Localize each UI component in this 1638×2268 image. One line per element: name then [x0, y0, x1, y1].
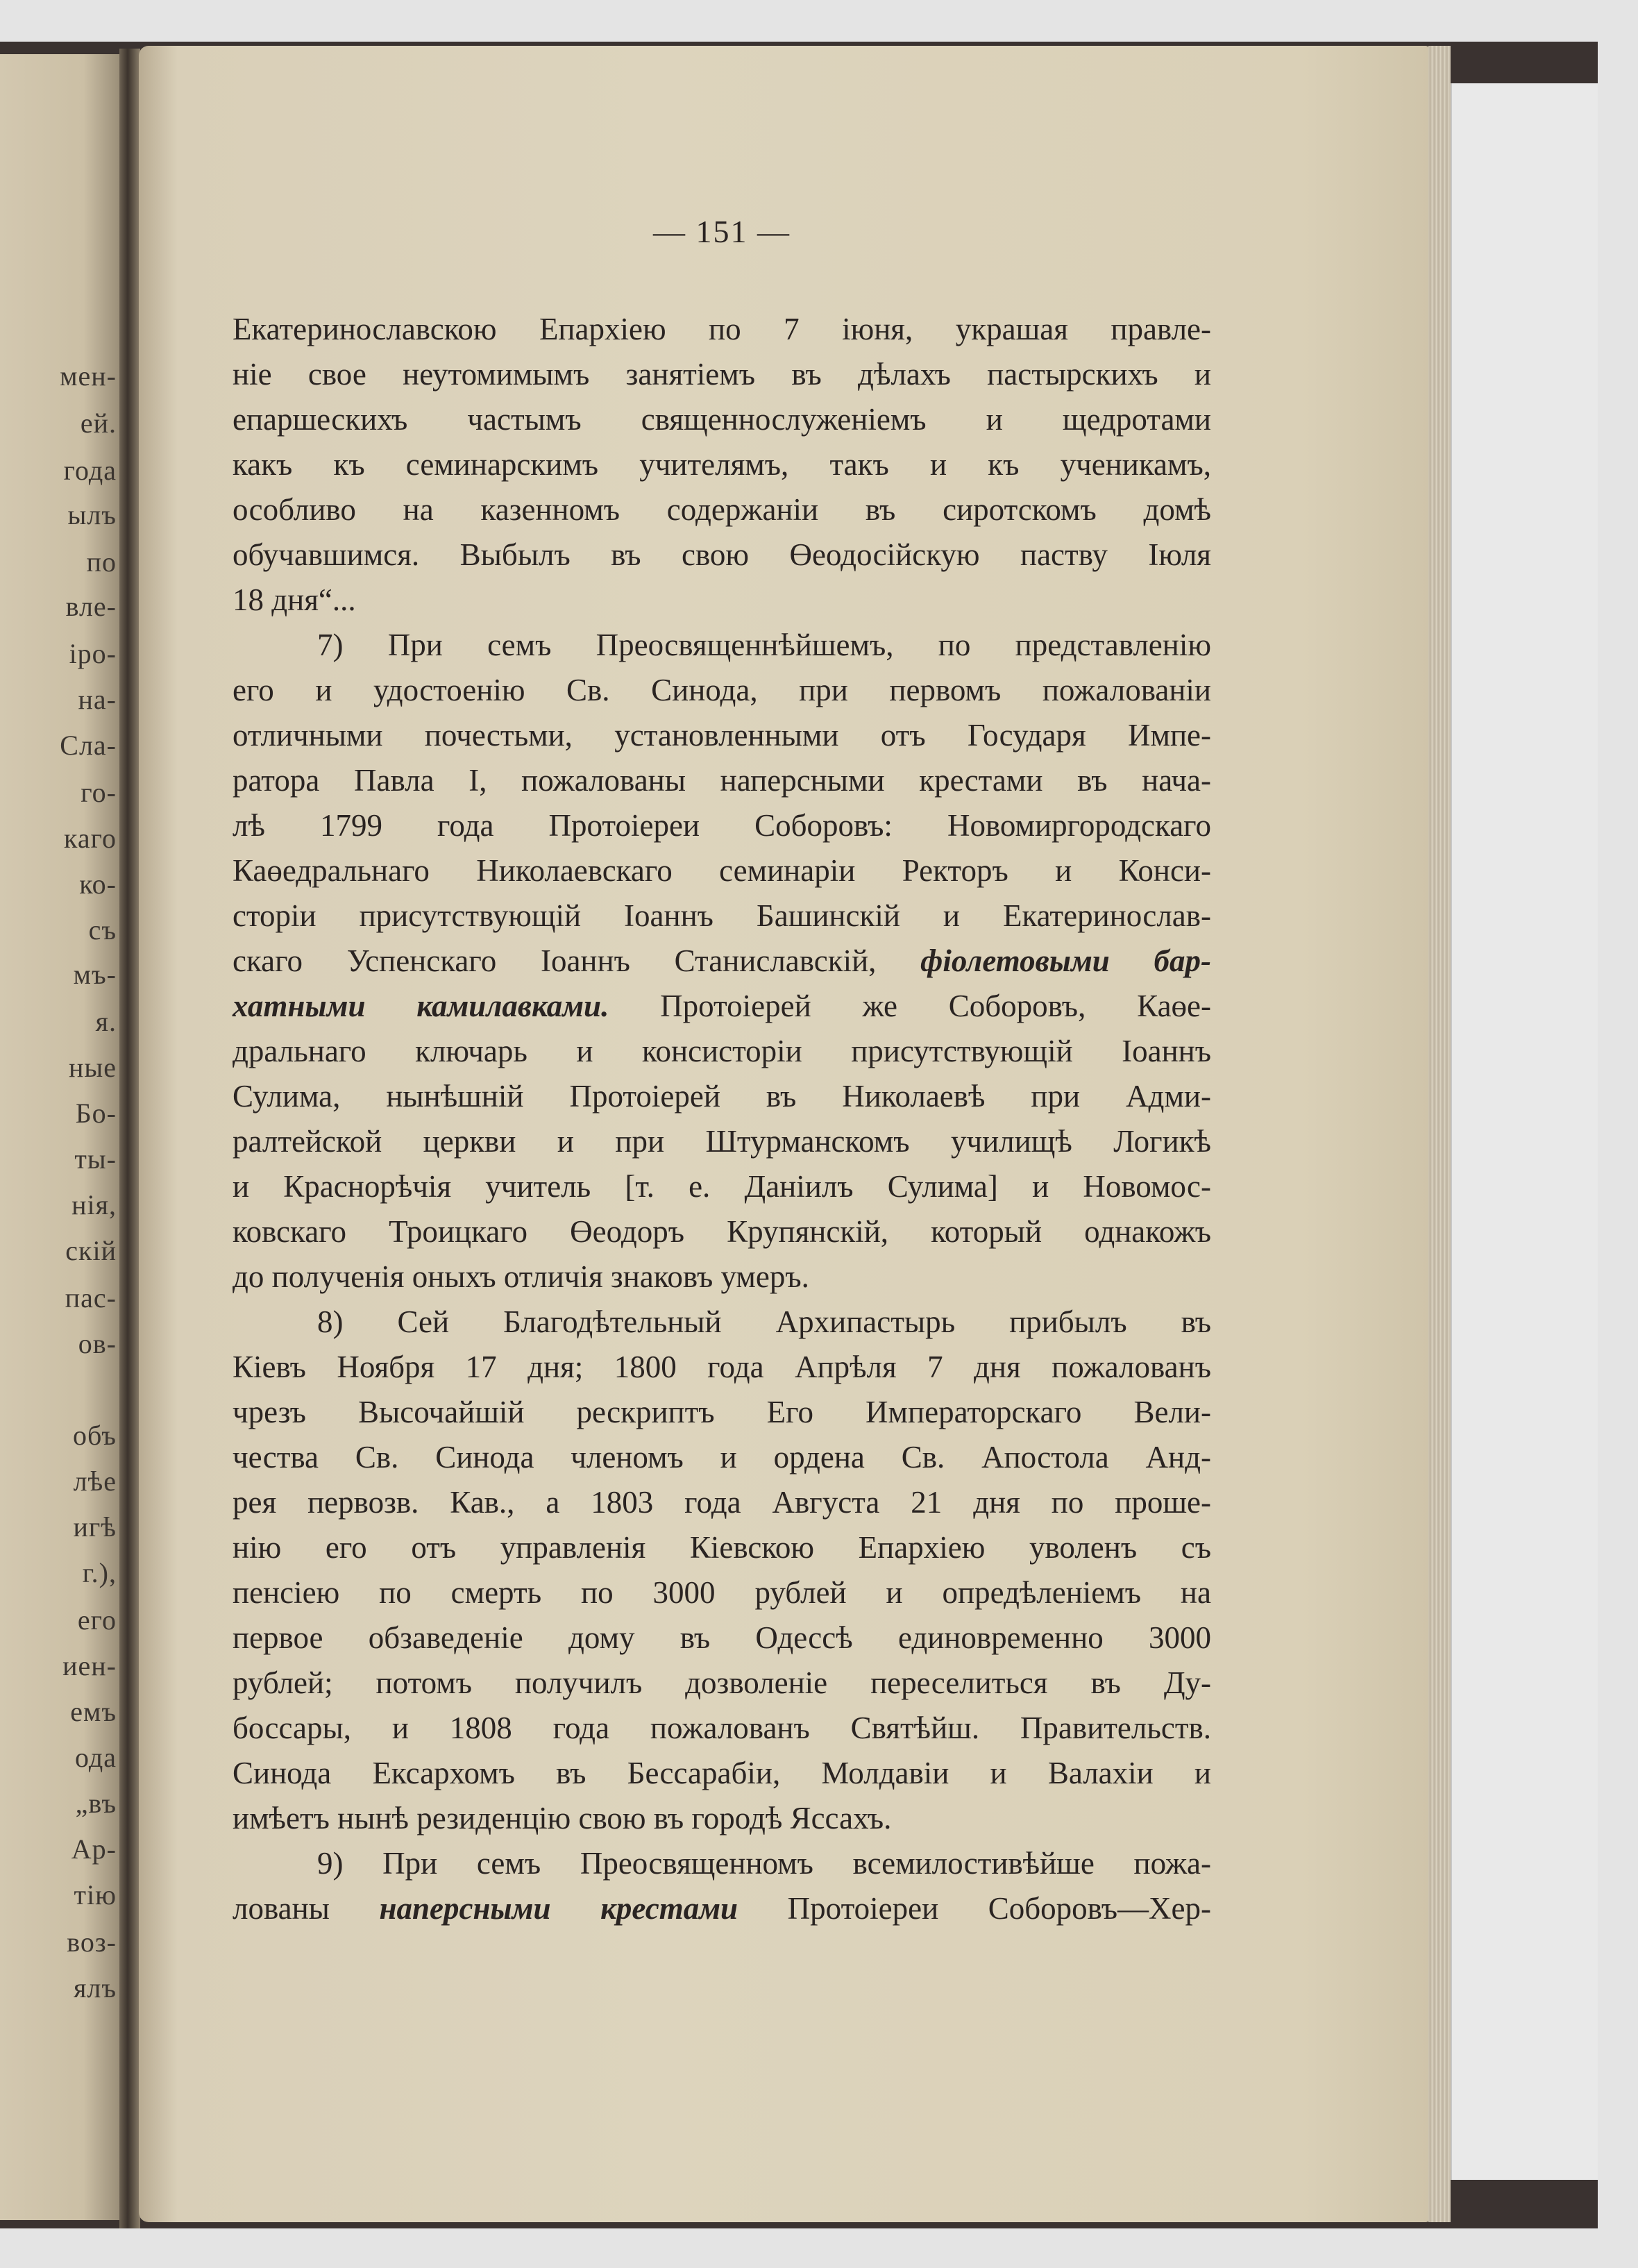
left-page-text-fragment: иен- — [62, 1650, 117, 1681]
paragraph-start: 7) При семъ Преосвященнѣйшемъ, по представленію — [317, 628, 1211, 662]
text-line: обучавшимся. Выбылъ въ свою Өеодосійскую паству Іюля — [233, 537, 1211, 572]
text-line: ковскаго Троицкаго Өеодоръ Крупянскій, который однакожъ — [233, 1214, 1211, 1249]
left-page-text-fragment: его — [77, 1604, 117, 1636]
text-line: Кіевъ Ноября 17 дня; 1800 года Апрѣля 7 дня пожалованъ — [233, 1350, 1211, 1384]
left-page-text-fragment: я. — [95, 1006, 117, 1037]
left-page-text-fragment: на- — [78, 684, 117, 715]
left-page-text-fragment: игѣ — [73, 1511, 117, 1543]
text-line: ралтейской церкви и при Штурманскомъ училищѣ Логикѣ — [233, 1124, 1211, 1159]
text-line: и Краснорѣчія учитель [т. е. Даніилъ Сулима] и Новомос- — [233, 1169, 1211, 1204]
left-page-text-fragment: года — [63, 455, 117, 486]
text-line: чрезъ Высочайшій рескриптъ Его Императорскаго Вели- — [233, 1395, 1211, 1429]
book-gutter — [119, 49, 140, 2228]
page-number: — 151 — — [653, 214, 791, 249]
left-page-text-fragment: мен- — [60, 360, 117, 392]
left-page-text-fragment: іро- — [69, 638, 117, 669]
left-page-text-fragment: мъ- — [73, 959, 117, 990]
text-line: Сулима, нынѣшній Протоіерей въ Николаевѣ при Адми- — [233, 1079, 1211, 1114]
paragraph-start: 8) Сей Благодѣтельный Архипастырь прибылъ въ — [317, 1304, 1211, 1339]
text-line: его и удостоенію Св. Синода, при первомъ пожалованіи — [233, 673, 1211, 707]
italic-phrase: фіолетовыми бар- — [920, 943, 1211, 978]
blank-sheet — [1451, 83, 1598, 2180]
italic-phrase: наперсными крестами — [379, 1891, 738, 1926]
left-page-text-fragment: Ар- — [71, 1833, 117, 1865]
left-page-text-fragment: тію — [74, 1879, 117, 1910]
text-line: особливо на казенномъ содержаніи въ сиротскомъ домѣ — [233, 492, 1211, 527]
left-page-margin — [0, 54, 119, 2220]
left-page-text-fragment: вле- — [65, 591, 117, 622]
text-line: рея первозв. Кав., а 1803 года Августа 21 дня по проше- — [233, 1485, 1211, 1520]
left-page-text-fragment: пас- — [65, 1282, 117, 1313]
left-page-text-fragment: „въ — [75, 1788, 117, 1819]
text-line: ратора Павла I, пожалованы наперсными крестами въ нача- — [233, 763, 1211, 798]
text-line: имѣетъ нынѣ резиденцію свою въ городѣ Яссахъ. — [233, 1801, 892, 1836]
page-edges — [1428, 46, 1451, 2222]
text-line: дральнаго ключарь и консисторіи присутствующій Іоаннъ — [233, 1034, 1211, 1068]
text-line: пенсіею по смерть по 3000 рублей и опредѣленіемъ на — [233, 1575, 1211, 1610]
text-line: хатными камилавками. Протоіерей же Соборовъ, Каөе- — [233, 989, 1212, 1023]
left-page-text-fragment: ей. — [80, 408, 117, 439]
text-line: боссары, и 1808 года пожалованъ Святѣйш. Правительств. — [233, 1711, 1211, 1745]
text-line: первое обзаведеніе дому въ Одессѣ единовременно 3000 — [233, 1620, 1211, 1655]
text-line: чества Св. Синода членомъ и ордена Св. Апостола Анд- — [233, 1440, 1211, 1475]
text-line: скаго Успенскаго Іоаннъ Станиславскій, фіолетовыми бар- — [233, 943, 1211, 978]
left-page-text-fragment: ода — [75, 1742, 117, 1773]
left-page-text-fragment: ные — [68, 1052, 117, 1083]
left-page-text-fragment: го- — [81, 777, 117, 808]
left-page-text-fragment: воз- — [67, 1926, 117, 1958]
left-page-text-fragment: объ — [72, 1420, 117, 1451]
left-page-text-fragment: ялъ — [73, 1972, 117, 2004]
text-line: отличными почестьми, установленными отъ Государя Импе- — [233, 718, 1211, 753]
left-page-text-fragment: скій — [65, 1235, 117, 1266]
text-line: нію его отъ управленія Кіевскою Епархіею уволенъ съ — [233, 1530, 1211, 1565]
text-line: Синода Ексархомъ въ Бессарабіи, Молдавіи и Валахіи и — [233, 1756, 1211, 1790]
left-page-text-fragment: Бо- — [75, 1098, 117, 1129]
left-page-text-fragment: съ — [88, 914, 117, 946]
text-line: до полученія оныхъ отличія знаковъ умеръ. — [233, 1259, 809, 1294]
text-line: Каөедральнаго Николаевскаго семинаріи Ректоръ и Конси- — [233, 853, 1211, 888]
text-line: лованы наперсными крестами Протоіереи Соборовъ—Хер- — [233, 1891, 1212, 1926]
left-page-text-fragment: ты- — [74, 1143, 117, 1175]
left-page-text-fragment: Сла- — [60, 730, 117, 761]
left-page-text-fragment: лѣе — [73, 1465, 117, 1497]
left-page-text-fragment: ко- — [79, 868, 117, 900]
italic-phrase: хатными камилавками. — [233, 989, 609, 1023]
text-line: ніе свое неутомимымъ занятіемъ въ дѣлахъ пастырскихъ и — [233, 357, 1211, 392]
text-line: епаршескихъ частымъ священнослуженіемъ и щедротами — [233, 402, 1211, 437]
left-page-text-fragment: ылъ — [67, 499, 117, 530]
text-line: рублей; потомъ получилъ дозволеніе переселиться въ Ду- — [233, 1665, 1211, 1700]
left-page-text-fragment: каго — [64, 823, 117, 854]
left-page-text-fragment: по — [86, 546, 117, 578]
left-page-text-fragment: емъ — [70, 1696, 117, 1727]
text-line: сторіи присутствующій Іоаннъ Башинскій и Екатеринослав- — [233, 898, 1211, 933]
left-page-text-fragment: нія, — [71, 1189, 117, 1220]
text-line: какъ къ семинарскимъ учителямъ, такъ и къ ученикамъ, — [233, 447, 1211, 482]
left-page-text-fragment: ов- — [78, 1328, 117, 1359]
text-line: Екатеринославскою Епархіею по 7 іюня, украшая правле- — [233, 312, 1211, 346]
text-line: 18 дня“... — [233, 582, 356, 617]
paragraph-start: 9) При семъ Преосвященномъ всемилостивѣйше пожа- — [317, 1846, 1211, 1881]
text-line: лѣ 1799 года Протоіереи Соборовъ: Новомиргородскаго — [233, 808, 1211, 843]
left-page-text-fragment: г.), — [82, 1557, 117, 1588]
